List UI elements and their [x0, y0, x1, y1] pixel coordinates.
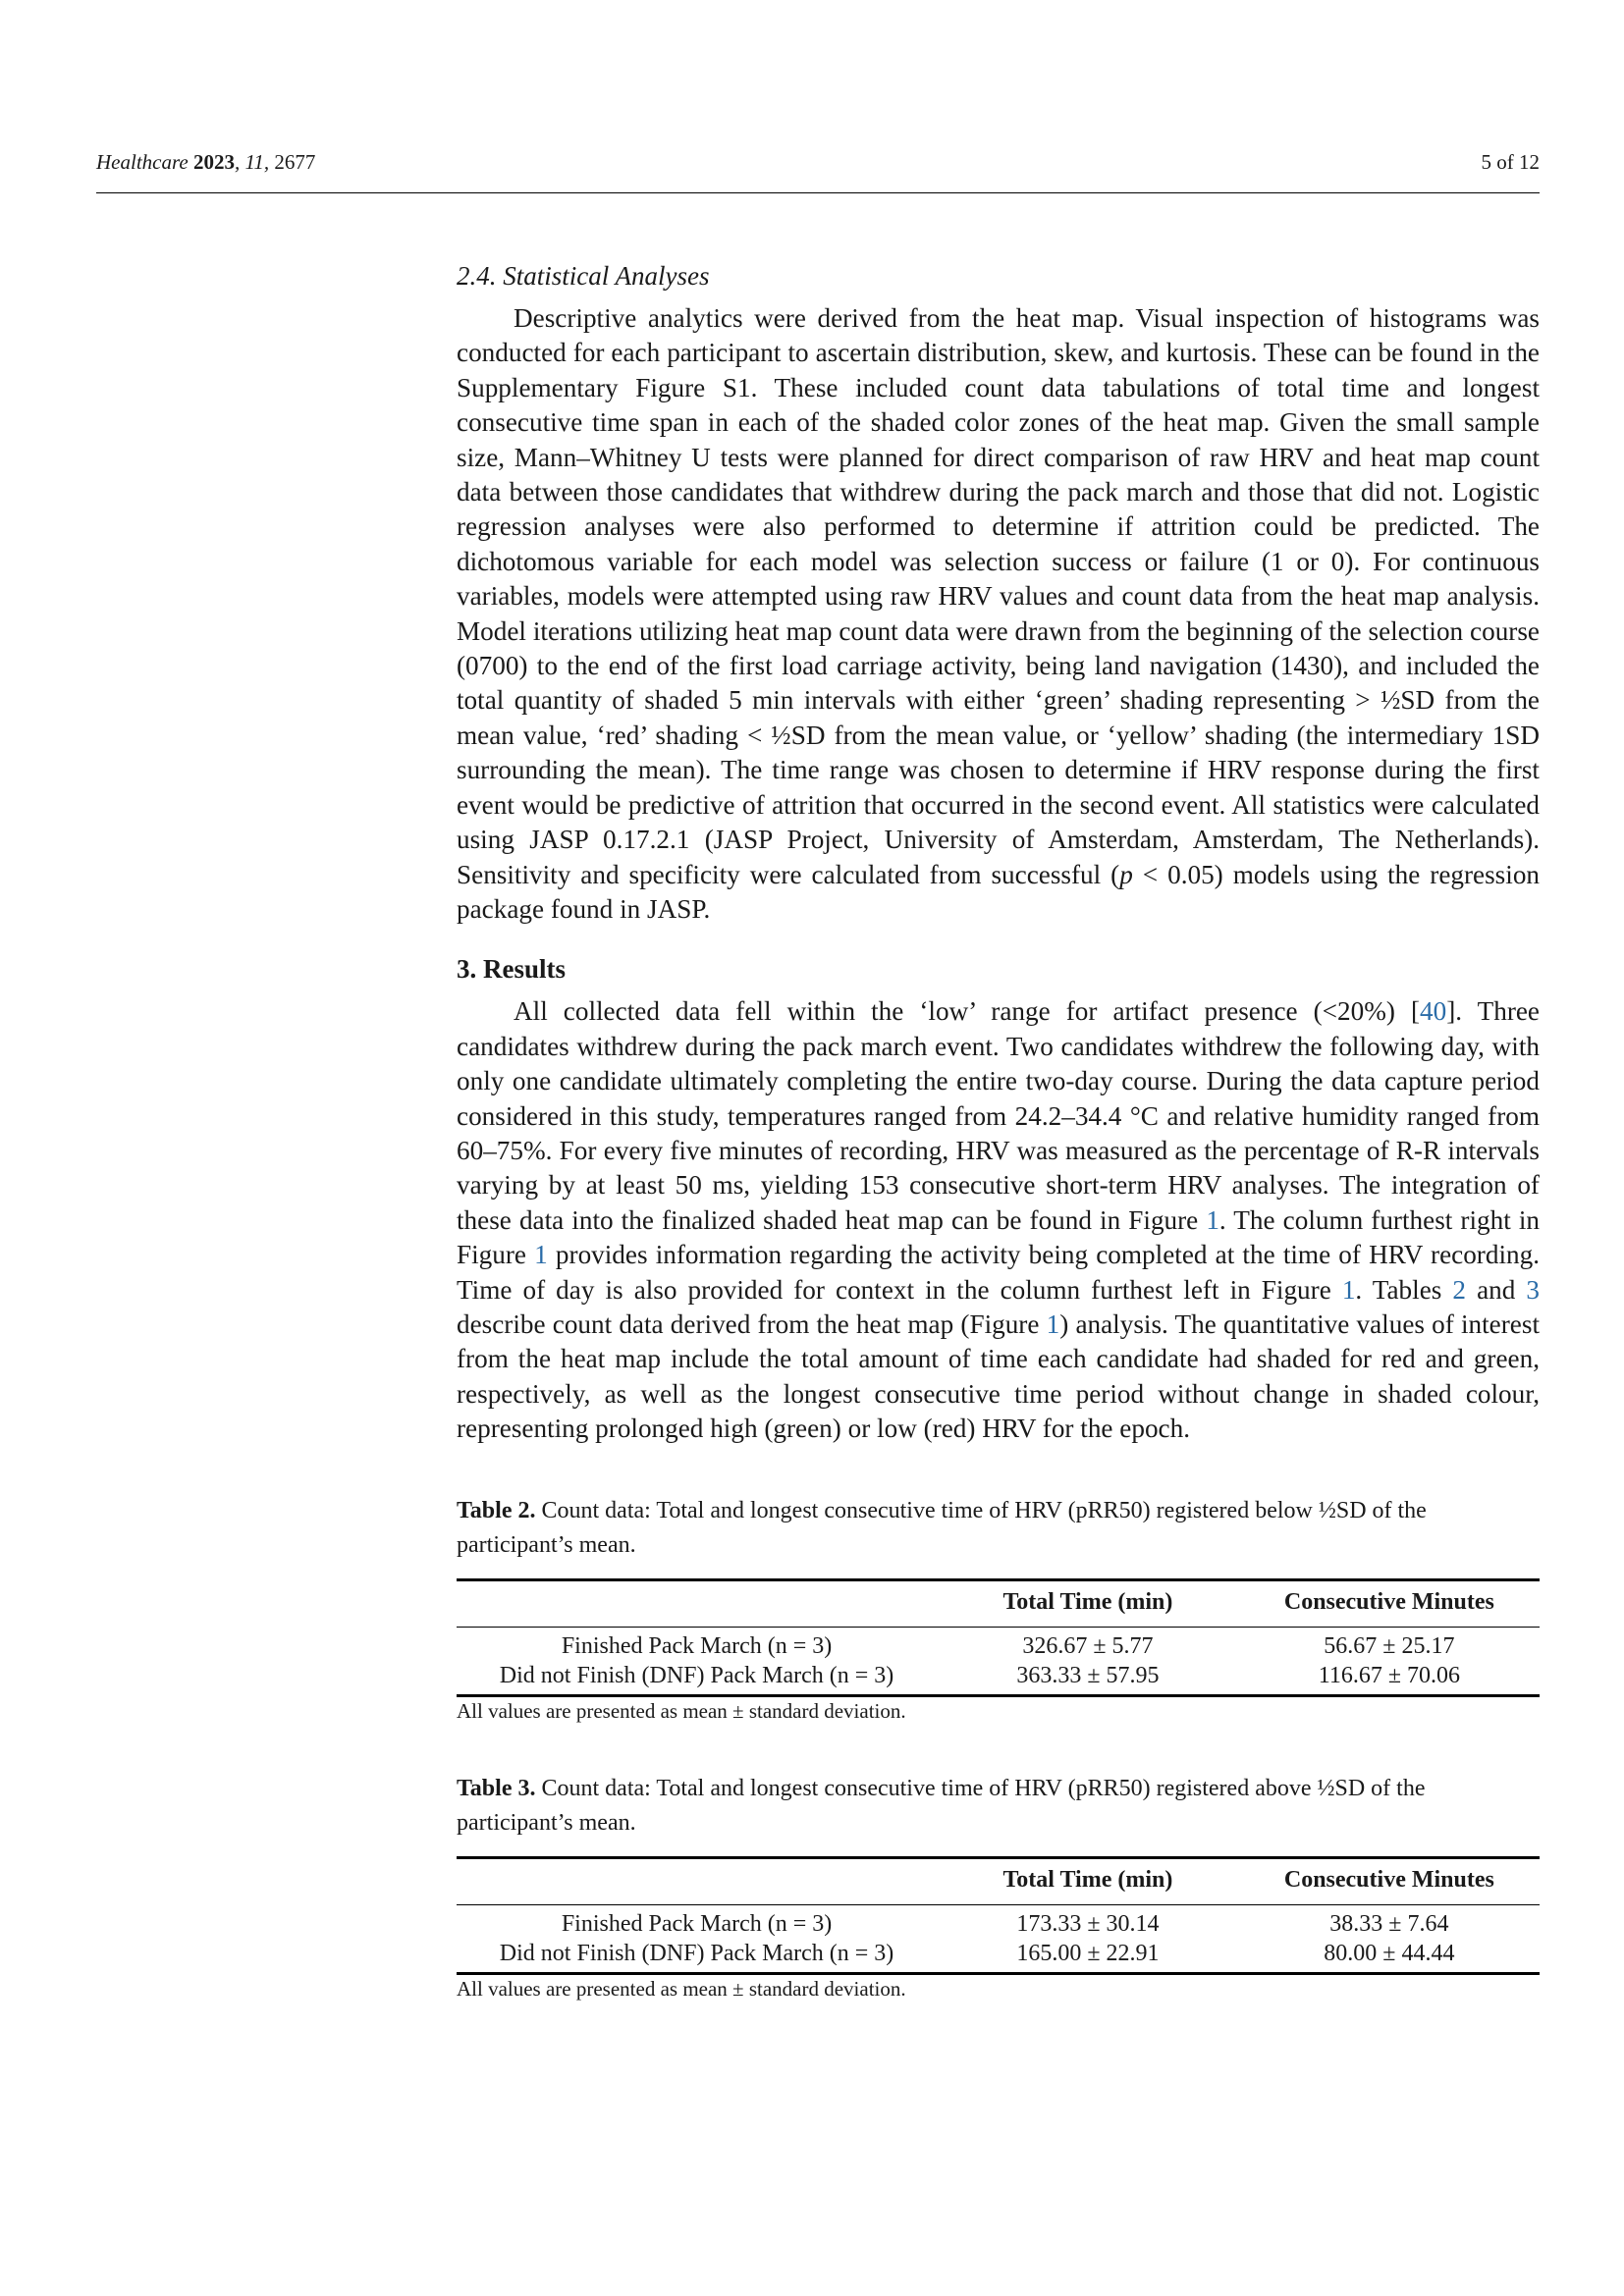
table-header-row	[457, 1579, 1540, 1627]
table-header-consecutive-minutes: Consecutive Minutes	[1239, 1857, 1540, 1904]
table-cell-group: Did not Finish (DNF) Pack March (n = 3)	[457, 1939, 937, 1974]
table-link-2[interactable]: 2	[1452, 1274, 1467, 1305]
paragraph-statistical-analyses: Descriptive analytics were derived from the heat map. Visual inspection of histograms was conducted for each participant to ascertain distribution, skew, and kurtosis. These can be found in the Supplementary Figure S1. These included count data tabulations of total time and longest consecutive time span in each of the shaded color zones of the heat map. Given the small sample size, Mann–Whitney U tests were planned for direct comparison of raw HRV and heat map count data between those candidates that withdrew during the pack march and those that did not. Logistic regression analyses were also performed to determine if attrition could be predicted. The dichotomous variable for each model was selection success or failure (1 or 0). For continuous variables, models were attempted using raw HRV values and count data from the heat map analysis. Model iterations utilizing heat map count data were drawn from the beginning of the selection course (0700) to the end of the first load carriage activity, being land navigation (1430), and included the total quantity of shaded 5 min intervals with either ‘green’ shading representing > ½SD from the mean value, ‘red’ shading < ½SD from the mean value, or ‘yellow’ shading (the intermediary 1SD surrounding the mean). The time range was chosen to determine if HRV response during the first event would be predictive of attrition that occurred in the second event. All statistics were calculated using JASP 0.17.2.1 (JASP Project, University of Amsterdam, Amsterdam, The Netherlands). Sensitivity and specificity were calculated from successful (p < 0.05) models using the regression package found in JASP.	[457, 303, 1541, 924]
table-cell-consecutive-minutes: 116.67 ± 70.06	[1239, 1661, 1540, 1696]
table-link-3[interactable]: 3	[1526, 1274, 1540, 1305]
journal-citation: Healthcare 2023, 11, 2677	[96, 150, 316, 174]
table-row	[457, 1661, 1540, 1696]
running-head	[96, 150, 1540, 175]
table-row	[457, 1939, 1540, 1974]
table-2-label: Table 2.	[457, 1497, 536, 1523]
citation-link-40[interactable]: 40	[1420, 996, 1447, 1027]
table-2-note: All values are presented as mean ± standard deviation.	[457, 1698, 906, 1723]
table-3-label: Table 3.	[457, 1775, 536, 1801]
table-header-row	[457, 1857, 1540, 1904]
p-symbol: p	[1119, 859, 1133, 889]
table-cell-group: Finished Pack March (n = 3)	[561, 1632, 833, 1659]
page-number: 5 of 12	[1481, 150, 1540, 174]
table-cell-total-time: 326.67 ± 5.77	[1022, 1632, 1154, 1659]
section-heading-statistical-analyses: 2.4. Statistical Analyses	[457, 261, 710, 291]
figure-link-1[interactable]: 1	[534, 1240, 548, 1270]
figure-link-1[interactable]: 1	[1206, 1204, 1219, 1235]
section-heading-results: 3. Results	[457, 954, 567, 985]
table-cell-total-time: 363.33 ± 57.95	[937, 1661, 1239, 1696]
journal-year: 2023	[192, 150, 235, 174]
table-cell-group: Did not Finish (DNF) Pack March (n = 3)	[457, 1661, 937, 1696]
table-3-note: All values are presented as mean ± standard deviation.	[457, 1976, 906, 2001]
table-cell-total-time: 173.33 ± 30.14	[1016, 1910, 1160, 1937]
main-content	[457, 259, 1540, 2002]
paragraph-results: All collected data fell within the ‘low’ range for artifact presence (<20%) [40]. Three candidates withdrew during the pack march event. Two candidates withdrew the following day, with only one candidate ultimately completing the entire two-day course. During the data capture period considered in this study, temperatures ranged from 24.2–34.4 °C and relative humidity ranged from 60–75%. For every five minutes of recording, HRV was measured as the percentage of R-R intervals varying by at least 50 ms, yielding 153 consecutive short-term HRV analyses. The integration of these data into the finalized shaded heat map can be found in Figure 1. The column furthest right in Figure 1 provides information regarding the activity being completed at the time of HRV recording. Time of day is also provided for context in the column furthest left in Figure 1. Tables 2 and 3 describe count data derived from the heat map (Figure 1) analysis. The quantitative values of interest from the heat map include the total amount of time each candidate had shaded for red and green, respectively, as well as the longest consecutive time period without change in shaded colour, representing prolonged high (green) or low (red) HRV for the epoch.	[457, 996, 1541, 1444]
table-header-consecutive-minutes: Consecutive Minutes	[1239, 1579, 1540, 1627]
table-3	[457, 1856, 1540, 1975]
table-header-cell	[457, 1857, 937, 1904]
table-header-total-time: Total Time (min)	[937, 1579, 1239, 1627]
table-cell-total-time: 165.00 ± 22.91	[937, 1939, 1239, 1974]
table-3-caption: Table 3. Count data: Total and longest consecutive time of HRV (pRR50) registered above ½SD of the participant’s mean.	[457, 1775, 1426, 1836]
figure-link-1[interactable]: 1	[1046, 1308, 1060, 1339]
journal-article: 2677	[274, 150, 316, 174]
figure-link-1[interactable]: 1	[1341, 1274, 1356, 1305]
table-row	[457, 1627, 1540, 1661]
table-row	[457, 1904, 1540, 1939]
table-cell-consecutive-minutes: 80.00 ± 44.44	[1239, 1939, 1540, 1974]
table-cell-consecutive-minutes: 56.67 ± 25.17	[1324, 1632, 1455, 1659]
journal-volume: 11	[244, 150, 264, 174]
table-cell-group: Finished Pack March (n = 3)	[561, 1910, 833, 1937]
table-2	[457, 1578, 1540, 1697]
table-2-caption: Table 2. Count data: Total and longest consecutive time of HRV (pRR50) registered below ½SD of the participant’s mean.	[457, 1497, 1427, 1558]
journal-name: Healthcare	[96, 150, 189, 174]
table-cell-consecutive-minutes: 38.33 ± 7.64	[1329, 1910, 1449, 1937]
table-header-total-time: Total Time (min)	[937, 1857, 1239, 1904]
table-header-cell	[457, 1579, 937, 1627]
header-rule	[96, 192, 1540, 193]
